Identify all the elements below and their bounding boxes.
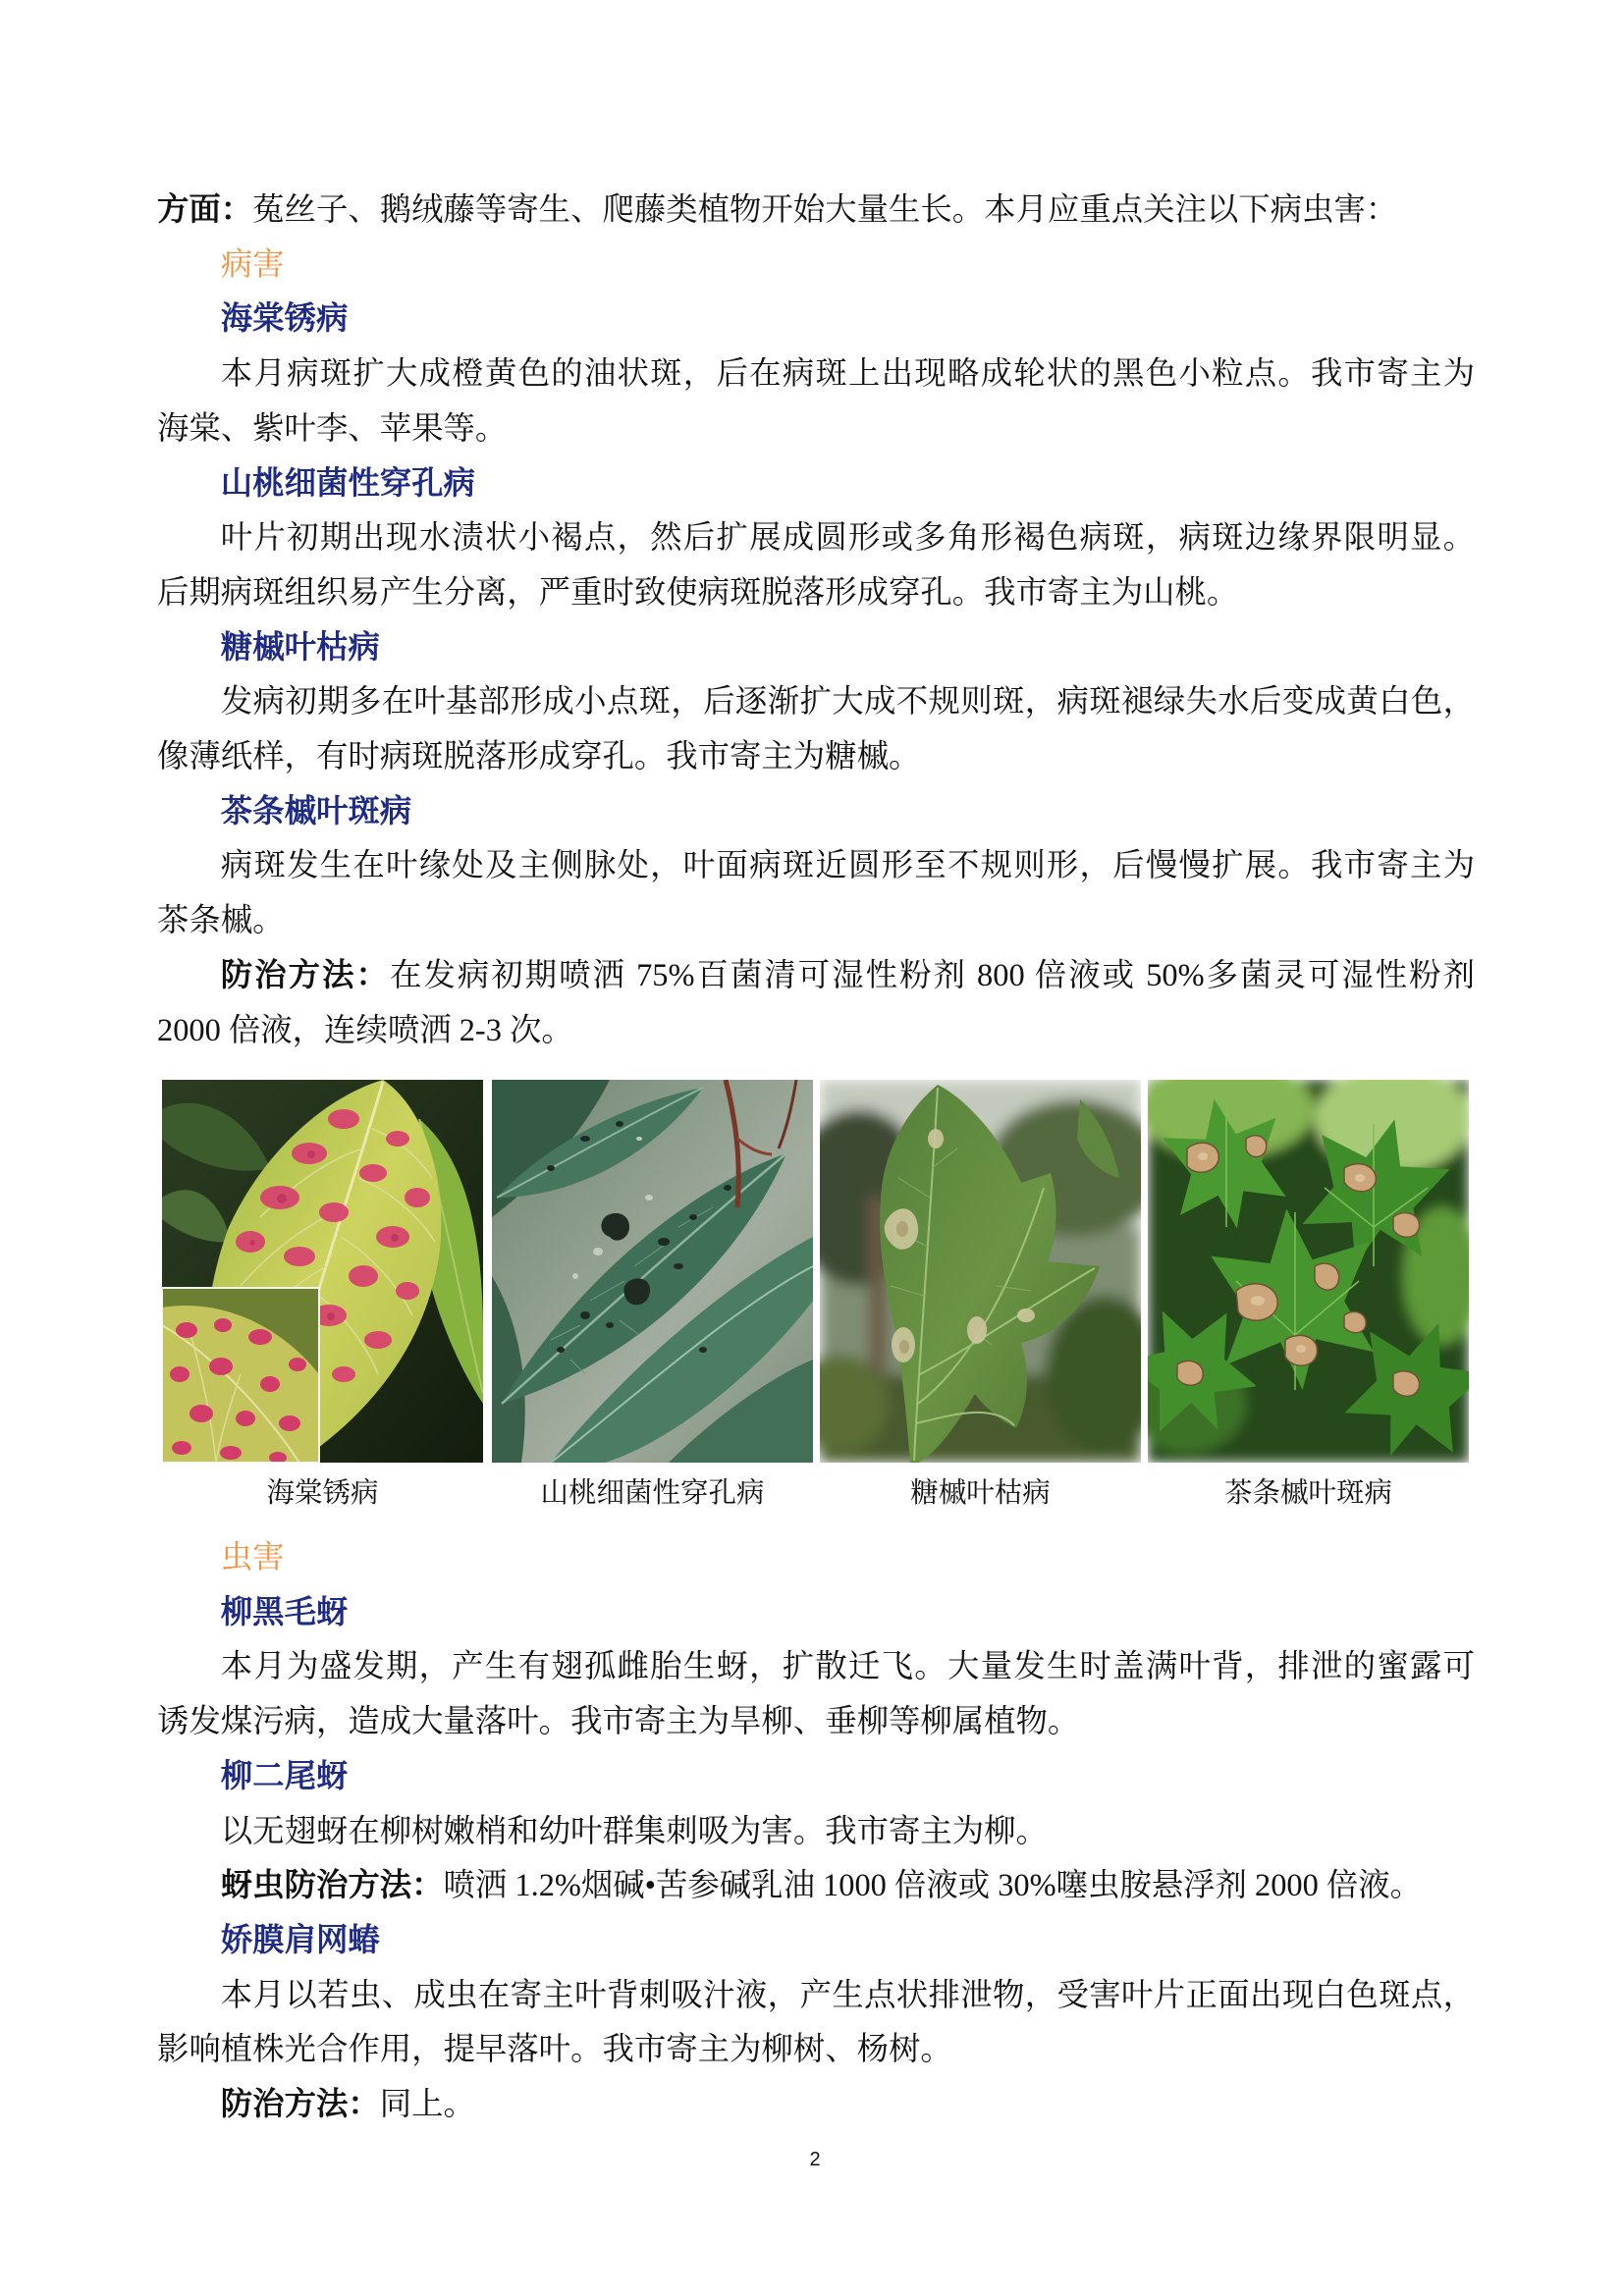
intro-text: 菟丝子、鹅绒藤等寄生、爬藤类植物开始大量生长。本月应重点关注以下病虫害： bbox=[252, 192, 1398, 228]
pest-title-willow-black-aphid: 柳黑毛蚜 bbox=[220, 1594, 349, 1630]
disease-text-block bbox=[157, 184, 1475, 1058]
photo-haitang-rust bbox=[162, 1080, 483, 1463]
intro-label: 方面： bbox=[157, 192, 253, 228]
section-title-diseases: 病害 bbox=[220, 246, 285, 283]
disease-control-line bbox=[157, 949, 1475, 1004]
disease-desc-line: 后期病斑组织易产生分离，严重时致使病斑脱落形成穿孔。我市寄主为山桃。 bbox=[157, 574, 1239, 611]
aphid-control-line bbox=[157, 1859, 1475, 1914]
control-text: 同上。 bbox=[379, 2087, 475, 2123]
amur-maple-leaf-spot-image bbox=[1148, 1080, 1469, 1463]
aphid-control-text: 喷洒 1.2%烟碱•苦参碱乳油 1000 倍液或 30%噻虫胺悬浮剂 2000 倍液。 bbox=[443, 1868, 1423, 1904]
pest-control-line bbox=[157, 2078, 1475, 2133]
pest-text-block bbox=[157, 1531, 1475, 2133]
disease-control-line: 2000 倍液，连续喷洒 2-3 次。 bbox=[157, 1012, 573, 1048]
photo-caption: 海棠锈病 bbox=[266, 1478, 379, 1509]
disease-desc-line: 叶片初期出现水渍状小褐点，然后扩展成圆形或多角形褐色病斑，病斑边缘界限明显。 bbox=[220, 520, 1475, 557]
pest-desc-line: 影响植株光合作用，提早落叶。我市寄主为柳树、杨树。 bbox=[157, 2032, 952, 2068]
disease-title-maple-leaf-blight: 糖槭叶枯病 bbox=[220, 629, 380, 666]
disease-desc-line: 本月病斑扩大成橙黄色的油状斑，后在病斑上出现略成轮状的黑色小粒点。我市寄主为 bbox=[220, 356, 1475, 393]
pest-desc-line: 本月以若虫、成虫在寄主叶背刺吸汁液，产生点状排泄物，受害叶片正面出现白色斑点， bbox=[220, 1977, 1475, 2013]
photo-caption: 糖槭叶枯病 bbox=[910, 1478, 1051, 1509]
page-number: 2 bbox=[809, 2149, 821, 2170]
disease-title-amur-maple-leaf-spot: 茶条槭叶斑病 bbox=[220, 793, 412, 829]
haitang-rust-image bbox=[162, 1080, 483, 1463]
pest-title-lace-bug: 娇膜肩网蝽 bbox=[220, 1922, 380, 1958]
disease-desc-line: 病斑发生在叶缘处及主侧脉处，叶面病斑近圆形至不规则形，后慢慢扩展。我市寄主为 bbox=[220, 848, 1475, 884]
pest-title-willow-two-tailed-aphid: 柳二尾蚜 bbox=[220, 1758, 349, 1794]
pest-desc-line: 以无翅蚜在柳树嫩梢和幼叶群集刺吸为害。我市寄主为柳。 bbox=[220, 1813, 1048, 1849]
pest-desc-line: 诱发煤污病，造成大量落叶。我市寄主为旱柳、垂柳等柳属植物。 bbox=[157, 1704, 1080, 1740]
photo-caption: 山桃细菌性穿孔病 bbox=[540, 1478, 765, 1509]
disease-desc-line: 海棠、紫叶李、苹果等。 bbox=[157, 410, 508, 447]
control-label: 防治方法： bbox=[220, 2087, 380, 2123]
disease-desc-line: 像薄纸样，有时病斑脱落形成穿孔。我市寄主为糖槭。 bbox=[157, 739, 921, 775]
disease-desc-line: 茶条槭。 bbox=[157, 903, 285, 939]
disease-desc-line: 发病初期多在叶基部形成小点斑，后逐渐扩大成不规则斑，病斑褪绿失水后变成黄白色， bbox=[220, 684, 1475, 721]
section-title-pests: 虫害 bbox=[220, 1540, 285, 1575]
control-label: 防治方法： bbox=[220, 957, 390, 993]
peach-shot-hole-image bbox=[492, 1080, 813, 1463]
disease-title-haitang-rust: 海棠锈病 bbox=[220, 301, 349, 338]
inset-closeup bbox=[162, 1288, 319, 1463]
aphid-control-label: 蚜虫防治方法： bbox=[220, 1868, 444, 1904]
intro-line bbox=[157, 184, 1475, 239]
photo-amur-maple-leaf-spot bbox=[1148, 1080, 1469, 1463]
maple-leaf-blight-image bbox=[820, 1080, 1141, 1463]
disease-title-peach-shot-hole: 山桃细菌性穿孔病 bbox=[220, 465, 475, 502]
photo-maple-leaf-blight bbox=[820, 1080, 1141, 1463]
photo-peach-shot-hole bbox=[492, 1080, 813, 1463]
photo-caption: 茶条槭叶斑病 bbox=[1223, 1478, 1392, 1509]
control-text: 在发病初期喷洒 75%百菌清可湿性粉剂 800 倍液或 50%多菌灵可湿性粉剂 bbox=[389, 957, 1476, 993]
pest-desc-line: 本月为盛发期，产生有翅孤雌胎生蚜，扩散迁飞。大量发生时盖满叶背，排泄的蜜露可 bbox=[220, 1649, 1475, 1685]
